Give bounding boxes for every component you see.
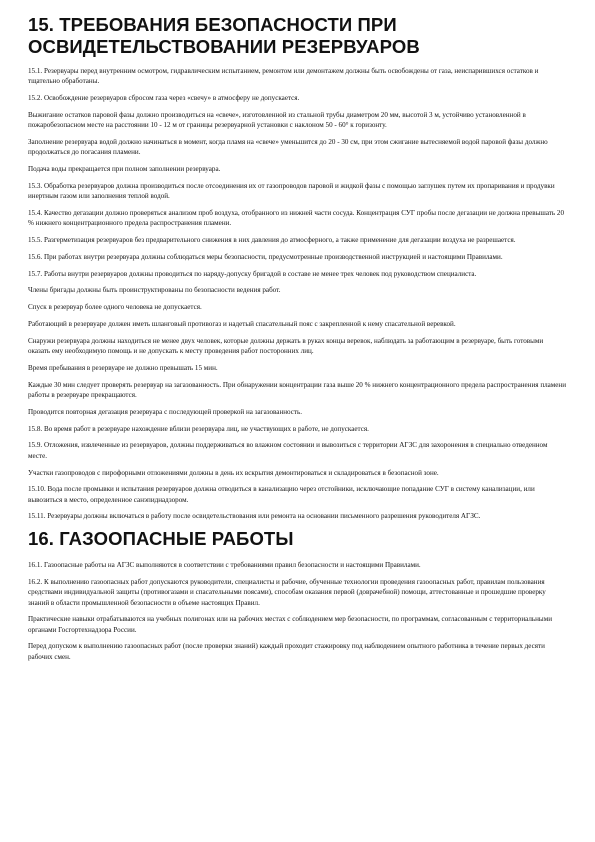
paragraph: 15.10. Вода после промывки и испытания резервуаров должна отводиться в канализацию через отстойники, исключающие попадание СУГ в систему канализации, или вывозиться в место, определенное санэпиднадзором. bbox=[28, 485, 535, 504]
paragraph: Снаружи резервуара должны находиться не менее двух человек, которые должны держать в руках концы веревок, наблюдать за работающим в резервуаре, быть готовыми оказать ему необходимую помощь и не допускать к месту проведения работ посторонних лиц. bbox=[28, 336, 544, 356]
paragraph: Время пребывания в резервуаре не должно превышать 15 мин. bbox=[28, 363, 218, 372]
paragraph: Спуск в резервуар более одного человека не допускается. bbox=[28, 303, 202, 312]
paragraph: 15.6. При работах внутри резервуара должны соблюдаться меры безопасности, предусмотренные производственной инструкцией и настоящими Правилами. bbox=[28, 252, 503, 261]
paragraph: 15.7. Работы внутри резервуаров должны проводиться по наряду-допуску бригадой в составе не менее трех человек под руководством специалиста. bbox=[28, 269, 477, 278]
paragraph: Практические навыки отрабатываются на учебных полигонах или на рабочих местах с соблюдением мер безопасности, по программам, согласованным с территориальными органами Госгортехнадзора России. bbox=[28, 615, 552, 634]
paragraph: 15.3. Обработка резервуаров должна производиться после отсоединения их от газопроводов паровой и жидкой фазы с помощью заглушек путем их пропаривания и продувки инертным газом или заполнения теплой водой. bbox=[28, 181, 555, 201]
paragraph: Перед допуском к выполнению газоопасных работ (после проверки знаний) каждый проходит стажировку под наблюдением опытного работника в течение первых десяти рабочих смен. bbox=[28, 642, 545, 661]
paragraph: Проводится повторная дегазация резервуара с последующей проверкой на загазованность. bbox=[28, 407, 303, 416]
paragraph: 15.8. Во время работ в резервуаре нахождение вблизи резервуара лиц, не участвующих в работе, не допускается. bbox=[28, 424, 369, 433]
paragraph: Выжигание остатков паровой фазы должно производиться на «свече», изготовленной из стальной трубы диаметром 20 мм, высотой 3 м, устойчиво установленной в пожаробезопасном месте на расстоянии 10 - 12 м от границы резервуарной установки с наклоном 50 - 60° к горизонту. bbox=[28, 110, 526, 130]
paragraph: 15.2. Освобождение резервуаров сбросом газа через «свечу» в атмосферу не допускается. bbox=[28, 94, 300, 103]
paragraph: Каждые 30 мин следует проверять резервуар на загазованность. При обнаружении концентрации газа выше 20 % нижнего концентрационного предела распространения пламени работы в резервуаре прекращаются. bbox=[28, 380, 567, 400]
paragraph: 15.11. Резервуары должны включаться в работу после освидетельствования или ремонта на основании письменного разрешения руководителя АГЗС. bbox=[28, 512, 481, 521]
paragraph: Члены бригады должны быть проинструктированы по безопасности ведения работ. bbox=[28, 286, 281, 295]
paragraph: Подача воды прекращается при полном заполнении резервуара. bbox=[28, 165, 221, 174]
paragraph: 15.1. Резервуары перед внутренним осмотром, гидравлическим испытанием, ремонтом или демонтажем должны быть освобождены от газа, неиспарившихся остатков и тщательно обработаны. bbox=[28, 67, 539, 86]
paragraph: 15.9. Отложения, извлеченные из резервуаров, должны поддерживаться во влажном состоянии и вывозиться с территории АГЗС для захоронения в специально отведенном месте. bbox=[28, 441, 548, 460]
paragraph: 16.1. Газоопасные работы на АГЗС выполняются в соответствии с требованиями правил безопасности и настоящими Правилами. bbox=[28, 561, 421, 570]
section-15-body bbox=[28, 66, 567, 522]
section-15-title: 15. ТРЕБОВАНИЯ БЕЗОПАСНОСТИ ПРИ ОСВИДЕТЕЛЬСТВОВАНИИ РЕЗЕРВУАРОВ bbox=[28, 14, 420, 57]
paragraph: Заполнение резервуара водой должно начинаться в момент, когда пламя на «свече» уменьшится до 20 - 30 см, при этом сжигание вытесняемой водой паровой фазы должно продолжаться до погасания пламени. bbox=[28, 137, 548, 157]
paragraph: 15.4. Качество дегазации должно проверяться анализом проб воздуха, отобранного из нижней части сосуда. Концентрация СУГ пробы после дегазации не должна превышать 20 % нижнего концентрационного предела распространения пламени. bbox=[28, 208, 565, 228]
paragraph: Участки газопроводов с пирофорными отложениями должны в день их вскрытия демонтироваться и складироваться в безопасной зоне. bbox=[28, 468, 439, 477]
paragraph: Работающий в резервуаре должен иметь шланговый противогаз и надетый спасательный пояс с закрепленной к нему спасательной веревкой. bbox=[28, 320, 456, 329]
section-16-body bbox=[28, 560, 567, 662]
paragraph: 16.2. К выполнению газоопасных работ допускаются руководители, специалисты и рабочие, обученные технологии проведения газоопасных работ, правилам пользования средствами индивидуальной защиты (противогазами и спасательными поясами), способам оказания первой (доврачебной) помощи, аттестованные и прошедшие проверку знаний в области промышленной безопасности в объеме настоящих Правил. bbox=[28, 578, 546, 607]
paragraph: 15.5. Разгерметизация резервуаров без предварительного снижения в них давления до атмосферного, а также применение для дегазации воздуха не разрешается. bbox=[28, 236, 516, 245]
section-16-title: 16. ГАЗООПАСНЫЕ РАБОТЫ bbox=[28, 528, 294, 550]
